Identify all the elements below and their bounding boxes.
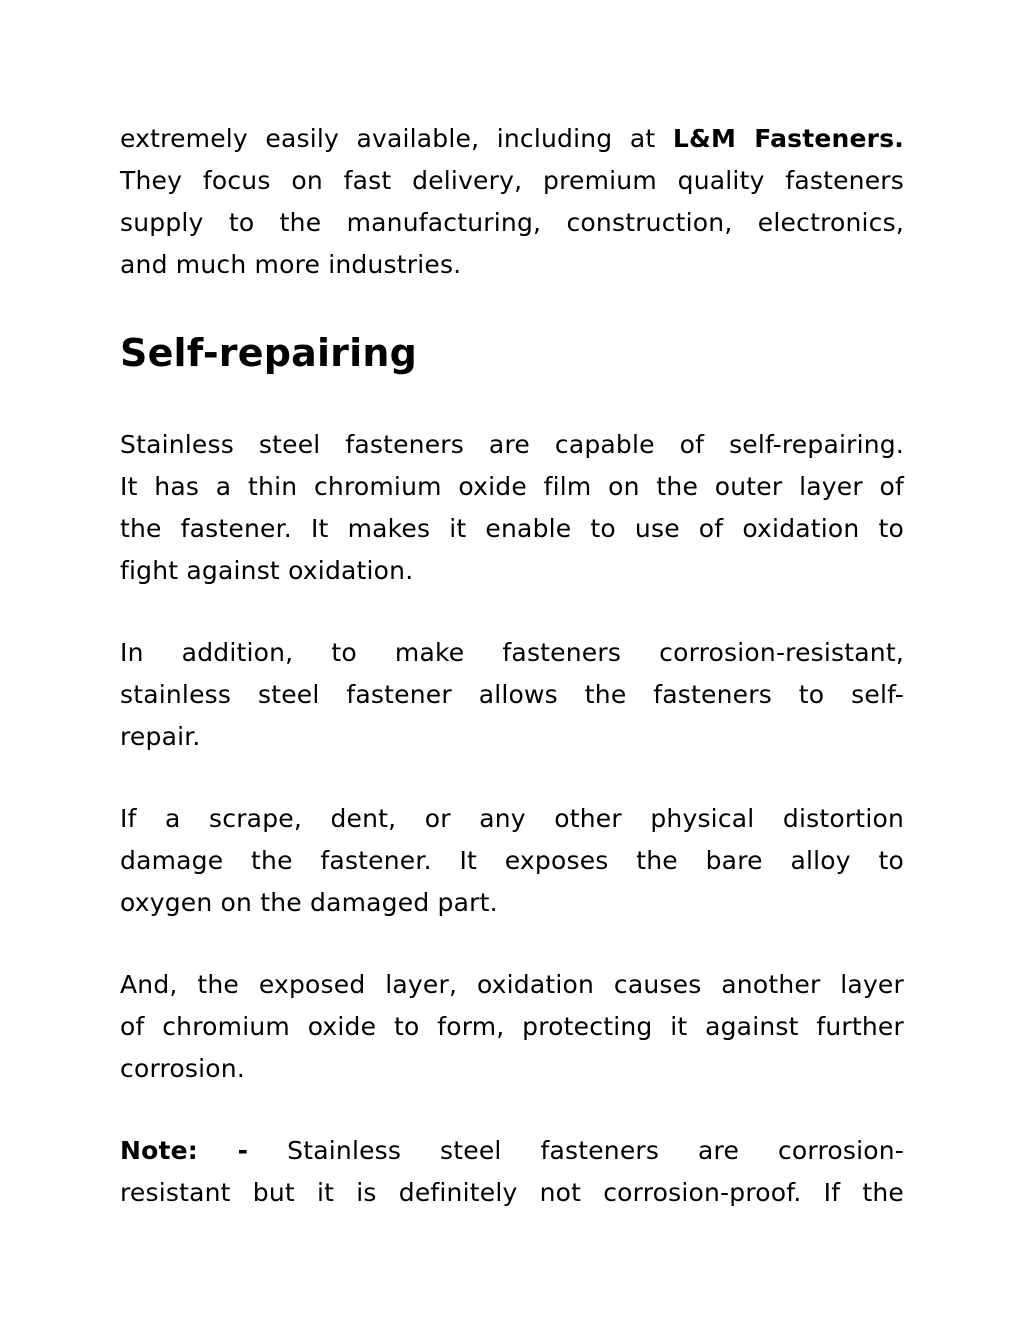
text-segment: In addition, to make fasteners corrosion-resistant, [120, 638, 904, 667]
text-line [120, 160, 904, 202]
text-line [120, 798, 904, 840]
text-line [120, 1006, 904, 1048]
text-line [120, 118, 904, 160]
text-line [120, 840, 904, 882]
text-line [120, 508, 904, 550]
text-line [120, 1172, 904, 1214]
para-exposed-layer [120, 964, 904, 1090]
text-line [120, 964, 904, 1006]
para-scrape-dent [120, 798, 904, 924]
text-segment: and much more industries. [120, 250, 462, 279]
text-line [120, 716, 904, 758]
text-segment: corrosion. [120, 1054, 245, 1083]
text-line [120, 202, 904, 244]
text-line [120, 632, 904, 674]
text-line [120, 882, 904, 924]
text-segment: repair. [120, 722, 201, 751]
text-line [120, 244, 904, 286]
text-segment: oxygen on the damaged part. [120, 888, 498, 917]
text-segment: fight against oxidation. [120, 556, 414, 585]
text-line [120, 674, 904, 716]
para-self-repairing-intro [120, 424, 904, 592]
text-segment: damage the fastener. It exposes the bare alloy to [120, 846, 904, 875]
bold-text-segment: Note: - [120, 1136, 249, 1165]
bold-text-segment: L&M Fasteners. [672, 124, 904, 153]
para-note [120, 1130, 904, 1214]
text-line [120, 424, 904, 466]
text-line [120, 1130, 904, 1172]
text-segment: of chromium oxide to form, protecting it against further [120, 1012, 904, 1041]
text-segment: It has a thin chromium oxide film on the outer layer of [120, 472, 904, 501]
text-segment: extremely easily available, including at [120, 124, 673, 153]
para-intro [120, 118, 904, 286]
text-segment: They focus on fast delivery, premium quality fasteners [120, 166, 904, 195]
para-corrosion-resistant [120, 632, 904, 758]
text-segment: Stainless steel fasteners are corrosion- [248, 1136, 905, 1165]
text-segment: stainless steel fastener allows the fasteners to self- [120, 680, 904, 709]
text-line [120, 1048, 904, 1090]
heading-self-repairing: Self-repairing [120, 331, 418, 375]
text-line [120, 550, 904, 592]
text-segment: the fastener. It makes it enable to use of oxidation to [120, 514, 904, 543]
text-segment: supply to the manufacturing, construction, electronics, [120, 208, 904, 237]
text-segment: Stainless steel fasteners are capable of self-repairing. [120, 430, 904, 459]
text-segment: resistant but it is definitely not corrosion-proof. If the [120, 1178, 904, 1207]
text-segment: And, the exposed layer, oxidation causes another layer [120, 970, 904, 999]
text-line [120, 466, 904, 508]
text-segment: If a scrape, dent, or any other physical distortion [120, 804, 904, 833]
